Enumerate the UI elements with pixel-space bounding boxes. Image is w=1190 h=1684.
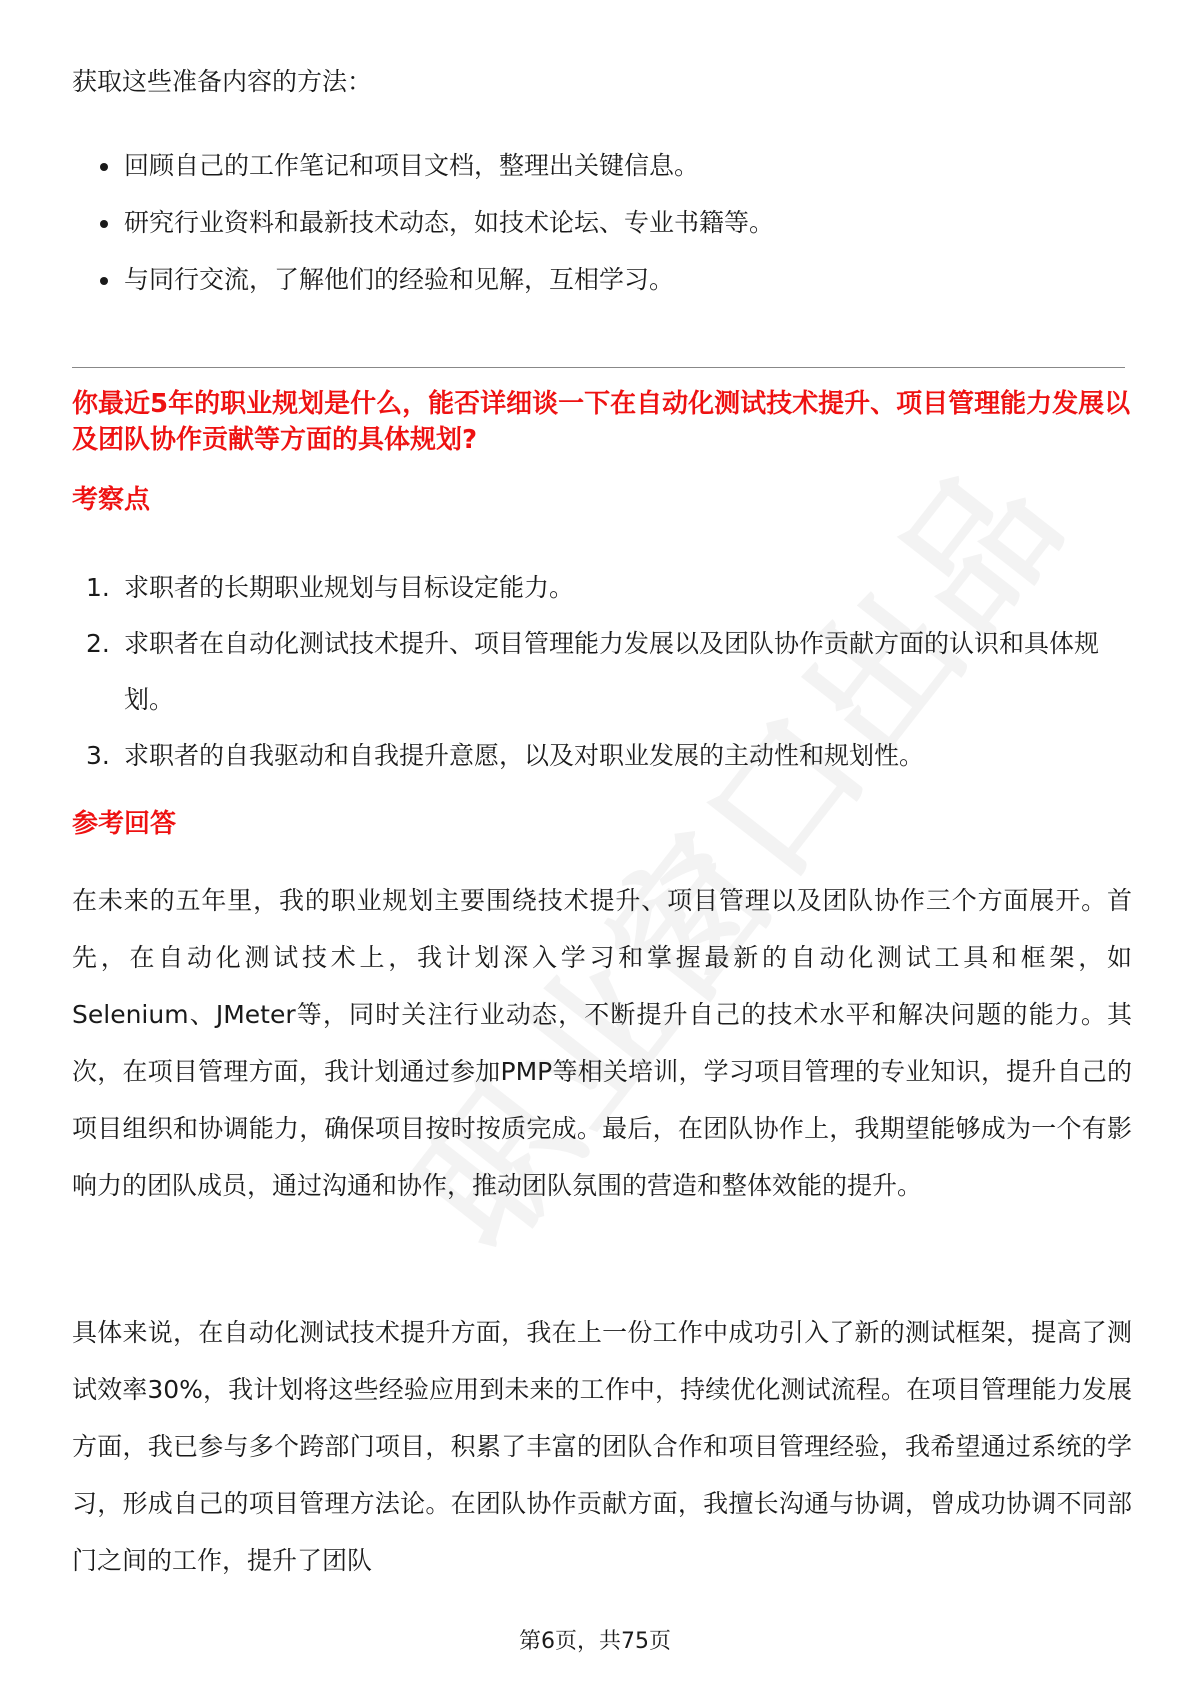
assessment-points — [72, 560, 1132, 784]
list-number: 2. — [86, 629, 110, 658]
list-item-text: 求职者在自动化测试技术提升、项目管理能力发展以及团队协作贡献方面的认识和具体规划。 — [124, 629, 1100, 714]
section-title-assessment: 考察点 — [72, 485, 151, 515]
list-item — [72, 616, 1132, 728]
list-item — [72, 264, 1112, 296]
method-list — [72, 150, 1112, 321]
bullet-icon — [100, 163, 108, 171]
section-title-answer: 参考回答 — [72, 809, 177, 839]
list-item-text: 求职者的长期职业规划与目标设定能力。 — [124, 573, 575, 602]
list-number: 3. — [86, 741, 110, 770]
list-item-text: 研究行业资料和最新技术动态，如技术论坛、专业书籍等。 — [124, 208, 775, 237]
section-divider — [72, 367, 1125, 368]
question-heading: 你最近5年的职业规划是什么，能否详细谈一下在自动化测试技术提升、项目管理能力发展以及团队协作贡献等方面的具体规划? — [72, 389, 1131, 455]
answer-paragraph: 具体来说，在自动化测试技术提升方面，我在上一份工作中成功引入了新的测试框架，提高了测试效率30%，我计划将这些经验应用到未来的工作中，持续优化测试流程。在项目管理能力发展方面，我已参与多个跨部门项目，积累了丰富的团队合作和项目管理经验，我希望通过系统的学习，形成自己的项目管理方法论。在团队协作贡献方面，我擅长沟通与协调，曾成功协调不同部门之间的工作，提升了团队 — [72, 1318, 1132, 1575]
bullet-icon — [100, 220, 108, 228]
bullet-icon — [100, 277, 108, 285]
list-item-text: 求职者的自我驱动和自我提升意愿，以及对职业发展的主动性和规划性。 — [124, 741, 925, 770]
list-item-text: 回顾自己的工作笔记和项目文档，整理出关键信息。 — [124, 151, 700, 180]
list-item-text: 与同行交流，了解他们的经验和见解，互相学习。 — [124, 265, 675, 294]
list-item — [72, 150, 1112, 182]
page-number: 第6页，共75页 — [519, 1629, 671, 1654]
list-item — [72, 560, 1132, 616]
list-item — [72, 207, 1112, 239]
list-item — [72, 728, 1132, 784]
intro-text: 获取这些准备内容的方法： — [72, 67, 373, 96]
list-number: 1. — [86, 573, 110, 602]
answer-paragraph: 在未来的五年里，我的职业规划主要围绕技术提升、项目管理以及团队协作三个方面展开。首先，在自动化测试技术上，我计划深入学习和掌握最新的自动化测试工具和框架，如Selenium、JMeter等，同时关注行业动态，不断提升自己的技术水平和解决问题的能力。其次，在项目管理方面，我计划通过参加PMP等相关培训，学习项目管理的专业知识，提升自己的项目组织和协调能力，确保项目按时按质完成。最后，在团队协作上，我期望能够成为一个有影响力的团队成员，通过沟通和协作，推动团队氛围的营造和整体效能的提升。 — [72, 886, 1132, 1200]
